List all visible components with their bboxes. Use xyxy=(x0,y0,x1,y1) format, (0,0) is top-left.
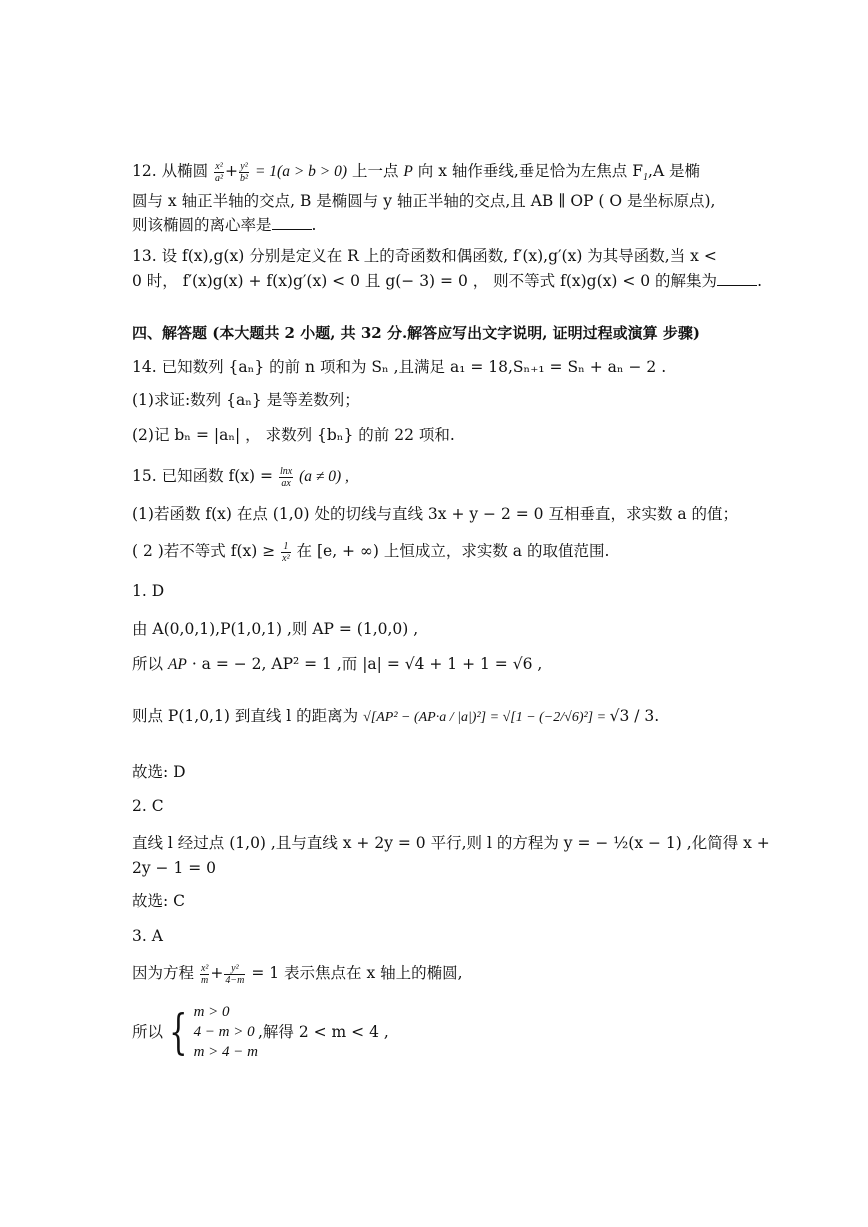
answer-blank xyxy=(272,228,312,230)
answer-2-line3: 故选: C xyxy=(132,892,186,910)
answer-3-line1: 因为方程 $\frac{\text{x²}}{m}$ + $\frac{\text{y²}}{4-m}$ = 1 表示焦点在 x 轴上的椭圆, xyxy=(132,962,463,986)
answer-1-line2: 所以 AP · a = − 2, AP² = 1 ,而 |a| = √4 + 1 + 1 = √6 , xyxy=(132,655,543,673)
q15-line2: (1)若函数 f(x) 在点 (1,0) 处的切线与直线 3x + y − 2 = 0 互相垂直，求实数 a 的值； xyxy=(132,505,739,523)
answer-1-label: 1. D xyxy=(132,582,165,600)
answer-2-line1: 直线 l 经过点 (1,0) ,且与直线 x + 2y = 0 平行,则 l 的方程为 y = − ½(x − 1) ,化简得 x + xyxy=(132,834,770,852)
answer-blank xyxy=(717,284,757,286)
q14-line2: (1)求证:数列 {aₙ} 是等差数列； xyxy=(132,391,360,409)
q15-line1: 15. 已知函数 f(x) = $\frac{\ln x}{ax}$ (a ≠ 0) , xyxy=(132,465,349,489)
q12-line2: 圆与 x 轴正半轴的交点, B 是椭圆与 y 轴正半轴的交点,且 AB ∥ OP ( O 是坐标原点), xyxy=(132,192,716,210)
q13-line1: 13. 设 f(x),g(x) 分别是定义在 R 上的奇函数和偶函数, f′(x),g′(x) 为其导函数,当 x < xyxy=(132,247,717,265)
answer-3-label: 3. A xyxy=(132,927,163,945)
inequality-system: m > 0 4 − m > 0 m > 4 − m xyxy=(193,1004,258,1060)
q12-line3: 则该椭圆的离心率是 . xyxy=(132,216,317,234)
answer-2-line2: 2y − 1 = 0 xyxy=(132,859,217,877)
q15-line3: ( 2 )若不等式 f(x) ≥ $\frac{1}{\text{x²}}$ 在 [e, + ∞) 上恒成立，求实数 a 的取值范围. xyxy=(132,540,610,564)
answer-1-line4: 故选: D xyxy=(132,763,186,781)
q13-line2: 0 时， f′(x)g(x) + f(x)g′(x) < 0 且 g(− 3) = 0 ， 则不等式 f(x)g(x) < 0 的解集为 . xyxy=(132,272,762,290)
section-heading: 四、解答题 (本大题共 2 小题, 共 32 分.解答应写出文字说明, 证明过程或演算 步骤) xyxy=(132,324,700,342)
answer-1-line3: 则点 P(1,0,1) 到直线 l 的距离为 √[AP² − (AP·a / |a|)²] = √[1 − (−2/√6)²] = √3 / 3. xyxy=(132,707,660,725)
answer-2-label: 2. C xyxy=(132,797,164,815)
q14-line1: 14. 已知数列 {aₙ} 的前 n 项和为 Sₙ ,且满足 a₁ = 18,Sₙ₊₁ = Sₙ + aₙ − 2 . xyxy=(132,358,667,376)
answer-1-line1: 由 A(0,0,1),P(1,0,1) ,则 AP = (1,0,0) , xyxy=(132,620,419,638)
q14-line3: (2)记 bₙ = |aₙ| ， 求数列 {bₙ} 的前 22 项和. xyxy=(132,426,455,444)
q12-line1: 12. 从椭圆 $\frac{\text{x²}}{\text{a²}}$ + $\frac{\text{y²}}{\text{b²}}$ = 1(a > b > 0) 上一点 P 向 x 轴作垂线,垂足恰为左焦点 $F_1,A$ 是椭 xyxy=(132,160,701,184)
answer-3-line2: 所以 { m > 0 4 − m > 0 m > 4 − m ,解得 2 < m < 4 , xyxy=(132,1004,389,1060)
